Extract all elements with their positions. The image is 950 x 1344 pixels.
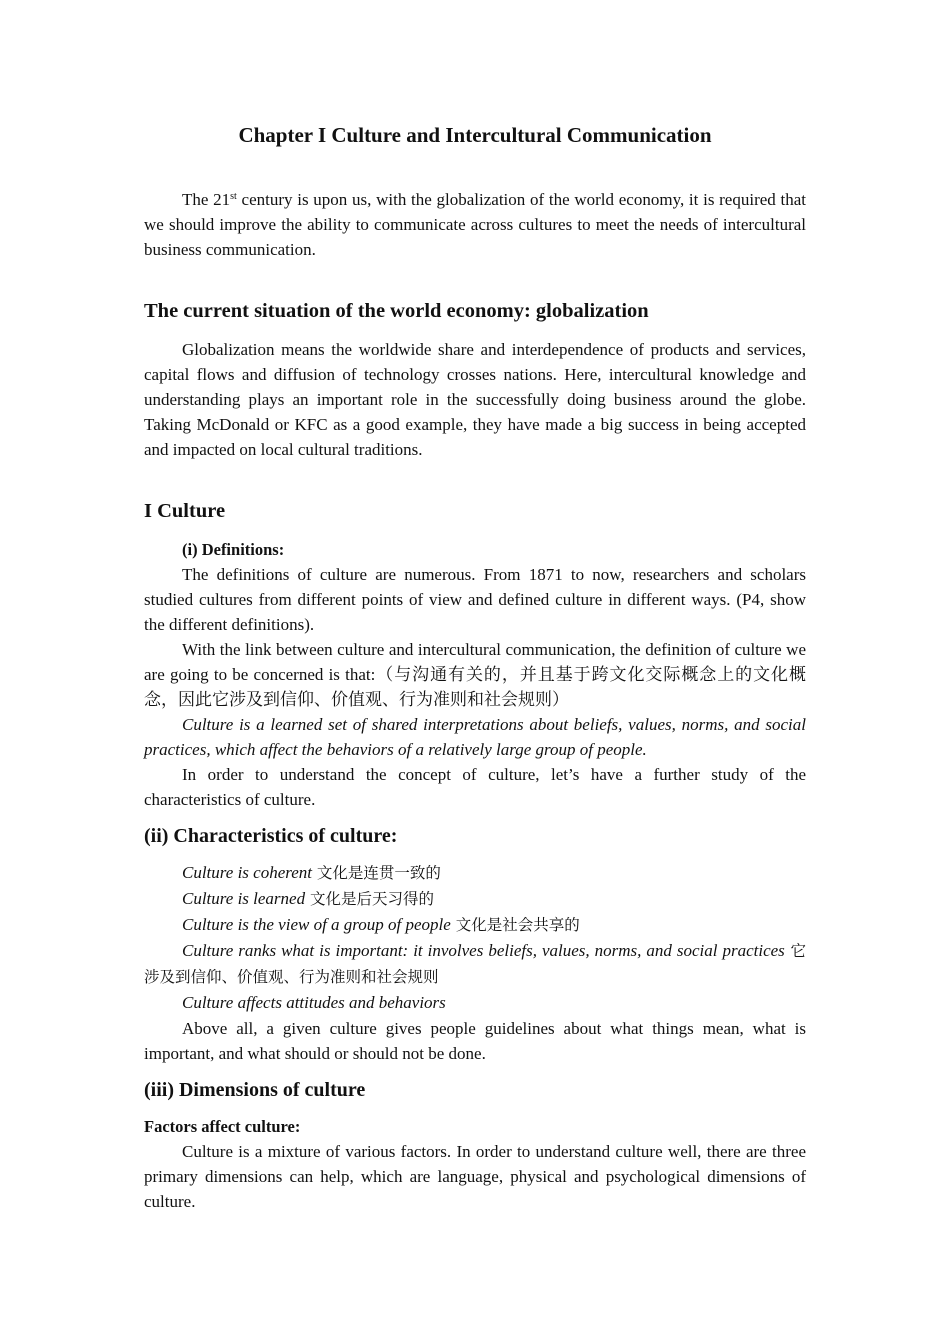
characteristic-item xyxy=(144,886,806,912)
characteristic-en: Culture ranks what is important: it involves beliefs, values, norms, and social practices xyxy=(182,941,785,960)
characteristic-item xyxy=(144,912,806,938)
characteristic-item xyxy=(144,990,806,1016)
definitions-paragraph-3: In order to understand the concept of culture, let’s have a further study of the characteristics of culture. xyxy=(144,765,806,809)
characteristics-heading: (ii) Characteristics of culture: xyxy=(144,825,398,847)
factors-subheading: Factors affect culture: xyxy=(144,1117,301,1136)
characteristics-summary: Above all, a given culture gives people guidelines about what things mean, what is important, and what should or should not be done. xyxy=(144,1019,806,1063)
ordinal-superscript: st xyxy=(230,191,237,202)
culture-heading: I Culture xyxy=(144,500,226,522)
characteristic-en: Culture affects attitudes and behaviors xyxy=(182,993,446,1012)
dimensions-paragraph: Culture is a mixture of various factors. In order to understand culture well, there are three primary dimensions can help, which are language, physical and psychological dimensions of culture. xyxy=(144,1142,806,1211)
intro-paragraph xyxy=(144,187,806,262)
characteristic-zh: 它涉及到信仰、价值观、行为准则和社会规则 xyxy=(144,942,806,986)
document-page xyxy=(144,120,806,1214)
characteristic-zh: 文化是社会共享的 xyxy=(450,916,580,934)
definitions-paragraph-1: The definitions of culture are numerous. From 1871 to now, researchers and scholars studied cultures from different points of view and defined culture in different ways. (P4, show the different definitions). xyxy=(144,565,806,634)
culture-definition: Culture is a learned set of shared interpretations about beliefs, values, norms, and social practices, which affect the behaviors of a relatively large group of people. xyxy=(144,715,806,759)
characteristic-zh: 文化是后天习得的 xyxy=(305,890,435,908)
intro-text-rest: century is upon us, with the globalization of the world economy, it is required that we should improve the ability to communicate across cultures to meet the needs of intercultural business communication. xyxy=(144,190,806,259)
definitions-paragraph-2: With the link between culture and intercultural communication, the definition of culture we are going to be concerned is that:（与沟通有关的，并且基于跨文化交际概念上的文化概念，因此它涉及到信仰、价值观、行为准则和社会规则） xyxy=(144,640,806,709)
dimensions-heading: (iii) Dimensions of culture xyxy=(144,1079,366,1101)
characteristic-item xyxy=(144,860,806,886)
characteristic-en: Culture is coherent xyxy=(182,863,312,882)
characteristic-en: Culture is learned xyxy=(182,889,306,908)
intro-text-start: The 21 xyxy=(182,190,231,209)
definitions-heading: (i) Definitions: xyxy=(182,540,285,559)
economy-paragraph: Globalization means the worldwide share and interdependence of products and services, capital flows and diffusion of technology crosses nations. Here, intercultural knowledge and understanding plays an important role in the successfully doing business around the globe. Taking McDonald or KFC as a good example, they have made a big success in being accepted and impacted on local cultural traditions. xyxy=(144,340,806,459)
characteristic-en: Culture is the view of a group of people xyxy=(182,915,451,934)
characteristic-item xyxy=(144,938,806,990)
characteristic-zh: 文化是连贯一致的 xyxy=(312,864,441,882)
economy-heading: The current situation of the world economy: globalization xyxy=(144,300,649,322)
chapter-title: Chapter I Culture and Intercultural Communication xyxy=(238,123,712,147)
